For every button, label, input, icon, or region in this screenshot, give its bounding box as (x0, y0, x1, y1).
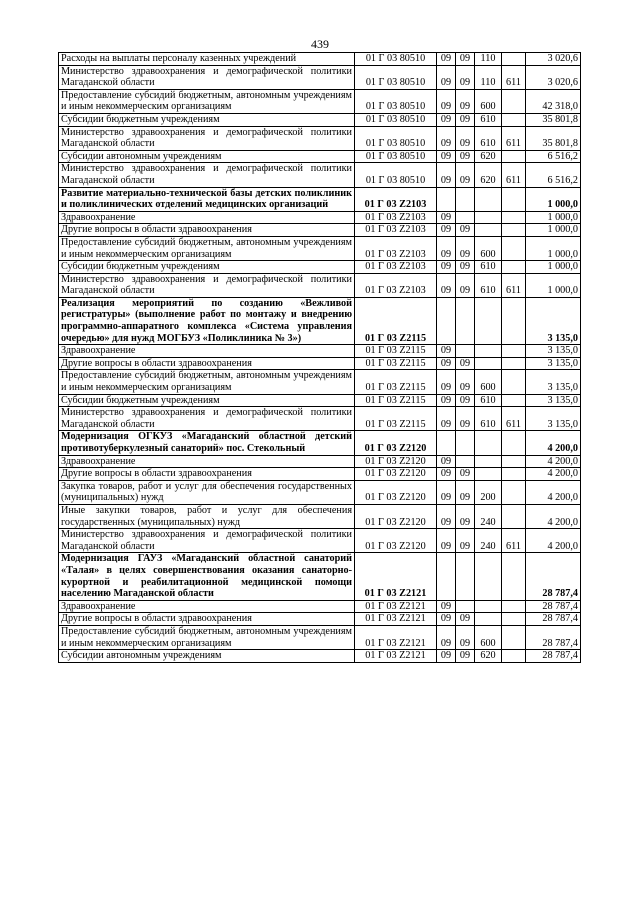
row-amount: 1 000,0 (526, 261, 581, 274)
row-subsection: 09 (456, 150, 475, 163)
row-code: 01 Г 03 80510 (355, 150, 437, 163)
row-amount: 1 000,0 (526, 273, 581, 297)
row-amount: 6 516,2 (526, 150, 581, 163)
row-name: Субсидии бюджетным учреждениям (59, 113, 355, 126)
table-row (59, 613, 581, 626)
row-name: Развитие материально-технической базы детских поликлиник и поликлинических отделений медицинских организаций (59, 187, 355, 211)
row-expense-type: 610 (475, 407, 502, 431)
row-code: 01 Г 03 Z2115 (355, 407, 437, 431)
row-expense-type: 200 (475, 480, 502, 504)
table-row (59, 600, 581, 613)
table-row (59, 625, 581, 649)
row-code: 01 Г 03 Z2115 (355, 370, 437, 394)
row-code: 01 Г 03 80510 (355, 126, 437, 150)
row-section: 09 (437, 357, 456, 370)
table-row (59, 407, 581, 431)
row-amount: 35 801,8 (526, 126, 581, 150)
row-code: 01 Г 03 80510 (355, 163, 437, 187)
row-section: 09 (437, 211, 456, 224)
row-name: Здравоохранение (59, 600, 355, 613)
table-row-program (59, 187, 581, 211)
row-expense-type (475, 224, 502, 237)
row-section: 09 (437, 613, 456, 626)
row-amount: 1 000,0 (526, 236, 581, 260)
row-subsection: 09 (456, 224, 475, 237)
table-row (59, 126, 581, 150)
row-expense-type: 600 (475, 236, 502, 260)
row-grbs (502, 480, 526, 504)
row-code: 01 Г 03 Z2121 (355, 625, 437, 649)
row-amount: 4 200,0 (526, 468, 581, 481)
row-code: 01 Г 03 Z2115 (355, 345, 437, 358)
row-expense-type: 600 (475, 89, 502, 113)
row-amount: 28 787,4 (526, 553, 581, 600)
row-expense-type: 620 (475, 650, 502, 663)
table-row (59, 345, 581, 358)
row-code: 01 Г 03 Z2120 (355, 455, 437, 468)
row-name: Другие вопросы в области здравоохранения (59, 357, 355, 370)
row-section: 09 (437, 650, 456, 663)
row-grbs (502, 345, 526, 358)
table-row (59, 504, 581, 528)
row-expense-type: 620 (475, 150, 502, 163)
row-amount: 3 135,0 (526, 297, 581, 344)
row-code: 01 Г 03 80510 (355, 113, 437, 126)
table-row (59, 211, 581, 224)
row-grbs (502, 224, 526, 237)
row-section: 09 (437, 126, 456, 150)
row-expense-type: 110 (475, 53, 502, 66)
page-number: 439 (311, 37, 329, 51)
row-subsection: 09 (456, 65, 475, 89)
row-subsection: 09 (456, 650, 475, 663)
row-amount: 4 200,0 (526, 529, 581, 553)
row-subsection: 09 (456, 53, 475, 66)
row-code: 01 Г 03 Z2103 (355, 261, 437, 274)
row-grbs (502, 89, 526, 113)
row-subsection: 09 (456, 394, 475, 407)
row-name: Субсидии бюджетным учреждениям (59, 261, 355, 274)
row-expense-type (475, 553, 502, 600)
row-code: 01 Г 03 Z2120 (355, 431, 437, 455)
row-grbs (502, 187, 526, 211)
table-row (59, 113, 581, 126)
row-name: Другие вопросы в области здравоохранения (59, 468, 355, 481)
row-name: Закупка товаров, работ и услуг для обеспечения государственных (муниципальных) нужд (59, 480, 355, 504)
row-subsection: 09 (456, 236, 475, 260)
table-row (59, 236, 581, 260)
row-subsection: 09 (456, 113, 475, 126)
row-grbs (502, 431, 526, 455)
row-amount: 35 801,8 (526, 113, 581, 126)
row-name: Расходы на выплаты персоналу казенных учреждений (59, 53, 355, 66)
row-subsection: 09 (456, 370, 475, 394)
row-section: 09 (437, 625, 456, 649)
row-grbs (502, 468, 526, 481)
row-expense-type (475, 297, 502, 344)
row-name: Министерство здравоохранения и демографической политики Магаданской области (59, 529, 355, 553)
table-row-program (59, 431, 581, 455)
row-subsection: 09 (456, 357, 475, 370)
row-code: 01 Г 03 Z2121 (355, 613, 437, 626)
table-row (59, 65, 581, 89)
row-amount: 3 135,0 (526, 394, 581, 407)
row-amount: 28 787,4 (526, 650, 581, 663)
table-row-program (59, 297, 581, 344)
row-code: 01 Г 03 Z2115 (355, 297, 437, 344)
row-grbs: 611 (502, 163, 526, 187)
row-section: 09 (437, 370, 456, 394)
row-section (437, 553, 456, 600)
row-subsection: 09 (456, 613, 475, 626)
row-section: 09 (437, 455, 456, 468)
row-subsection: 09 (456, 529, 475, 553)
row-grbs (502, 113, 526, 126)
row-code: 01 Г 03 Z2120 (355, 504, 437, 528)
row-subsection: 09 (456, 468, 475, 481)
row-grbs (502, 553, 526, 600)
row-grbs (502, 211, 526, 224)
row-amount: 4 200,0 (526, 480, 581, 504)
row-name: Иные закупки товаров, работ и услуг для обеспечения государственных (муниципальных) нужд (59, 504, 355, 528)
row-grbs (502, 297, 526, 344)
row-subsection: 09 (456, 163, 475, 187)
budget-table (58, 52, 581, 663)
row-name: Субсидии бюджетным учреждениям (59, 394, 355, 407)
row-amount: 42 318,0 (526, 89, 581, 113)
table-row (59, 394, 581, 407)
row-expense-type: 620 (475, 163, 502, 187)
table-row (59, 357, 581, 370)
row-section: 09 (437, 236, 456, 260)
row-expense-type (475, 187, 502, 211)
row-grbs (502, 613, 526, 626)
row-section: 09 (437, 468, 456, 481)
row-grbs (502, 370, 526, 394)
row-code: 01 Г 03 80510 (355, 65, 437, 89)
row-name: Субсидии автономным учреждениям (59, 650, 355, 663)
row-subsection (456, 600, 475, 613)
row-name: Здравоохранение (59, 345, 355, 358)
row-code: 01 Г 03 Z2120 (355, 529, 437, 553)
row-code: 01 Г 03 Z2103 (355, 211, 437, 224)
row-subsection: 09 (456, 126, 475, 150)
row-name: Предоставление субсидий бюджетным, автономным учреждениям и иным некоммерческим организациям (59, 625, 355, 649)
row-section: 09 (437, 600, 456, 613)
row-name: Модернизация ГАУЗ «Магаданский областной санаторий «Талая» в целях совершенствования оказания санаторно-курортной и реабилитационной медицинской помощи населению Магаданской области (59, 553, 355, 600)
row-code: 01 Г 03 Z2121 (355, 650, 437, 663)
row-amount: 3 020,6 (526, 65, 581, 89)
row-section: 09 (437, 504, 456, 528)
row-amount: 6 516,2 (526, 163, 581, 187)
row-section: 09 (437, 163, 456, 187)
row-expense-type (475, 345, 502, 358)
row-amount: 4 200,0 (526, 504, 581, 528)
row-amount: 1 000,0 (526, 211, 581, 224)
row-expense-type: 240 (475, 529, 502, 553)
row-grbs: 611 (502, 65, 526, 89)
row-grbs: 611 (502, 273, 526, 297)
row-grbs (502, 600, 526, 613)
row-name: Реализация мероприятий по созданию «Вежливой регистратуры» (выполнение работ по монтажу и внедрению программно-аппаратного комплекса «Система управления очередью» для нужд МОГБУЗ «Поликлиника № 3») (59, 297, 355, 344)
row-subsection: 09 (456, 504, 475, 528)
row-section: 09 (437, 89, 456, 113)
row-grbs (502, 236, 526, 260)
row-grbs: 611 (502, 407, 526, 431)
row-section: 09 (437, 150, 456, 163)
row-name: Предоставление субсидий бюджетным, автономным учреждениям и иным некоммерческим организациям (59, 370, 355, 394)
row-grbs (502, 261, 526, 274)
row-subsection (456, 345, 475, 358)
row-subsection (456, 297, 475, 344)
row-section: 09 (437, 480, 456, 504)
row-expense-type (475, 600, 502, 613)
row-code: 01 Г 03 Z2103 (355, 187, 437, 211)
row-grbs (502, 394, 526, 407)
row-expense-type: 600 (475, 370, 502, 394)
row-code: 01 Г 03 Z2121 (355, 553, 437, 600)
row-section: 09 (437, 65, 456, 89)
row-subsection (456, 431, 475, 455)
row-expense-type: 610 (475, 126, 502, 150)
row-subsection (456, 211, 475, 224)
table-row (59, 468, 581, 481)
row-subsection: 09 (456, 480, 475, 504)
table-row (59, 150, 581, 163)
table-row (59, 455, 581, 468)
row-grbs (502, 625, 526, 649)
row-code: 01 Г 03 Z2120 (355, 480, 437, 504)
row-section: 09 (437, 113, 456, 126)
row-section: 09 (437, 529, 456, 553)
row-expense-type: 610 (475, 113, 502, 126)
row-name: Здравоохранение (59, 455, 355, 468)
table-row (59, 53, 581, 66)
row-expense-type: 110 (475, 65, 502, 89)
row-subsection: 09 (456, 625, 475, 649)
row-amount: 4 200,0 (526, 455, 581, 468)
row-grbs: 611 (502, 529, 526, 553)
row-name: Министерство здравоохранения и демографической политики Магаданской области (59, 407, 355, 431)
row-code: 01 Г 03 Z2103 (355, 224, 437, 237)
row-expense-type (475, 468, 502, 481)
row-code: 01 Г 03 Z2103 (355, 273, 437, 297)
row-subsection: 09 (456, 273, 475, 297)
row-expense-type (475, 357, 502, 370)
row-name: Другие вопросы в области здравоохранения (59, 613, 355, 626)
row-name: Предоставление субсидий бюджетным, автономным учреждениям и иным некоммерческим организациям (59, 89, 355, 113)
row-grbs (502, 53, 526, 66)
row-amount: 3 135,0 (526, 345, 581, 358)
row-section: 09 (437, 261, 456, 274)
row-expense-type (475, 613, 502, 626)
row-expense-type (475, 431, 502, 455)
row-subsection: 09 (456, 407, 475, 431)
row-section (437, 297, 456, 344)
row-section: 09 (437, 407, 456, 431)
row-expense-type: 610 (475, 394, 502, 407)
row-grbs: 611 (502, 126, 526, 150)
row-name: Другие вопросы в области здравоохранения (59, 224, 355, 237)
row-code: 01 Г 03 Z2121 (355, 600, 437, 613)
table-row (59, 89, 581, 113)
row-expense-type: 610 (475, 273, 502, 297)
row-section: 09 (437, 273, 456, 297)
row-amount: 3 020,6 (526, 53, 581, 66)
table-row (59, 224, 581, 237)
table-row (59, 529, 581, 553)
row-expense-type: 610 (475, 261, 502, 274)
row-amount: 3 135,0 (526, 370, 581, 394)
table-row (59, 370, 581, 394)
row-grbs (502, 455, 526, 468)
table-row (59, 163, 581, 187)
row-code: 01 Г 03 Z2115 (355, 394, 437, 407)
table-row (59, 273, 581, 297)
row-amount: 28 787,4 (526, 613, 581, 626)
budget-table-body (59, 53, 581, 663)
table-row (59, 650, 581, 663)
table-row (59, 261, 581, 274)
row-expense-type: 600 (475, 625, 502, 649)
row-expense-type (475, 455, 502, 468)
row-section: 09 (437, 53, 456, 66)
row-name: Субсидии автономным учреждениям (59, 150, 355, 163)
row-subsection: 09 (456, 89, 475, 113)
row-amount: 28 787,4 (526, 600, 581, 613)
row-code: 01 Г 03 Z2115 (355, 357, 437, 370)
row-subsection (456, 187, 475, 211)
row-grbs (502, 357, 526, 370)
row-name: Министерство здравоохранения и демографической политики Магаданской области (59, 65, 355, 89)
row-amount: 3 135,0 (526, 407, 581, 431)
row-subsection (456, 553, 475, 600)
row-section (437, 187, 456, 211)
row-name: Министерство здравоохранения и демографической политики Магаданской области (59, 163, 355, 187)
row-section: 09 (437, 224, 456, 237)
row-subsection (456, 455, 475, 468)
row-amount: 3 135,0 (526, 357, 581, 370)
row-code: 01 Г 03 Z2120 (355, 468, 437, 481)
row-name: Предоставление субсидий бюджетным, автономным учреждениям и иным некоммерческим организациям (59, 236, 355, 260)
row-section: 09 (437, 345, 456, 358)
row-name: Здравоохранение (59, 211, 355, 224)
row-amount: 28 787,4 (526, 625, 581, 649)
row-grbs (502, 150, 526, 163)
row-expense-type: 240 (475, 504, 502, 528)
row-name: Министерство здравоохранения и демографической политики Магаданской области (59, 273, 355, 297)
row-code: 01 Г 03 80510 (355, 53, 437, 66)
table-row-program (59, 553, 581, 600)
row-amount: 1 000,0 (526, 224, 581, 237)
table-row (59, 480, 581, 504)
row-grbs (502, 650, 526, 663)
row-code: 01 Г 03 80510 (355, 89, 437, 113)
row-code: 01 Г 03 Z2103 (355, 236, 437, 260)
row-name: Модернизация ОГКУЗ «Магаданский областной детский противотуберкулезный санаторий» пос. Стекольный (59, 431, 355, 455)
row-section (437, 431, 456, 455)
row-section: 09 (437, 394, 456, 407)
row-expense-type (475, 211, 502, 224)
row-grbs (502, 504, 526, 528)
row-subsection: 09 (456, 261, 475, 274)
row-name: Министерство здравоохранения и демографической политики Магаданской области (59, 126, 355, 150)
row-amount: 4 200,0 (526, 431, 581, 455)
row-amount: 1 000,0 (526, 187, 581, 211)
